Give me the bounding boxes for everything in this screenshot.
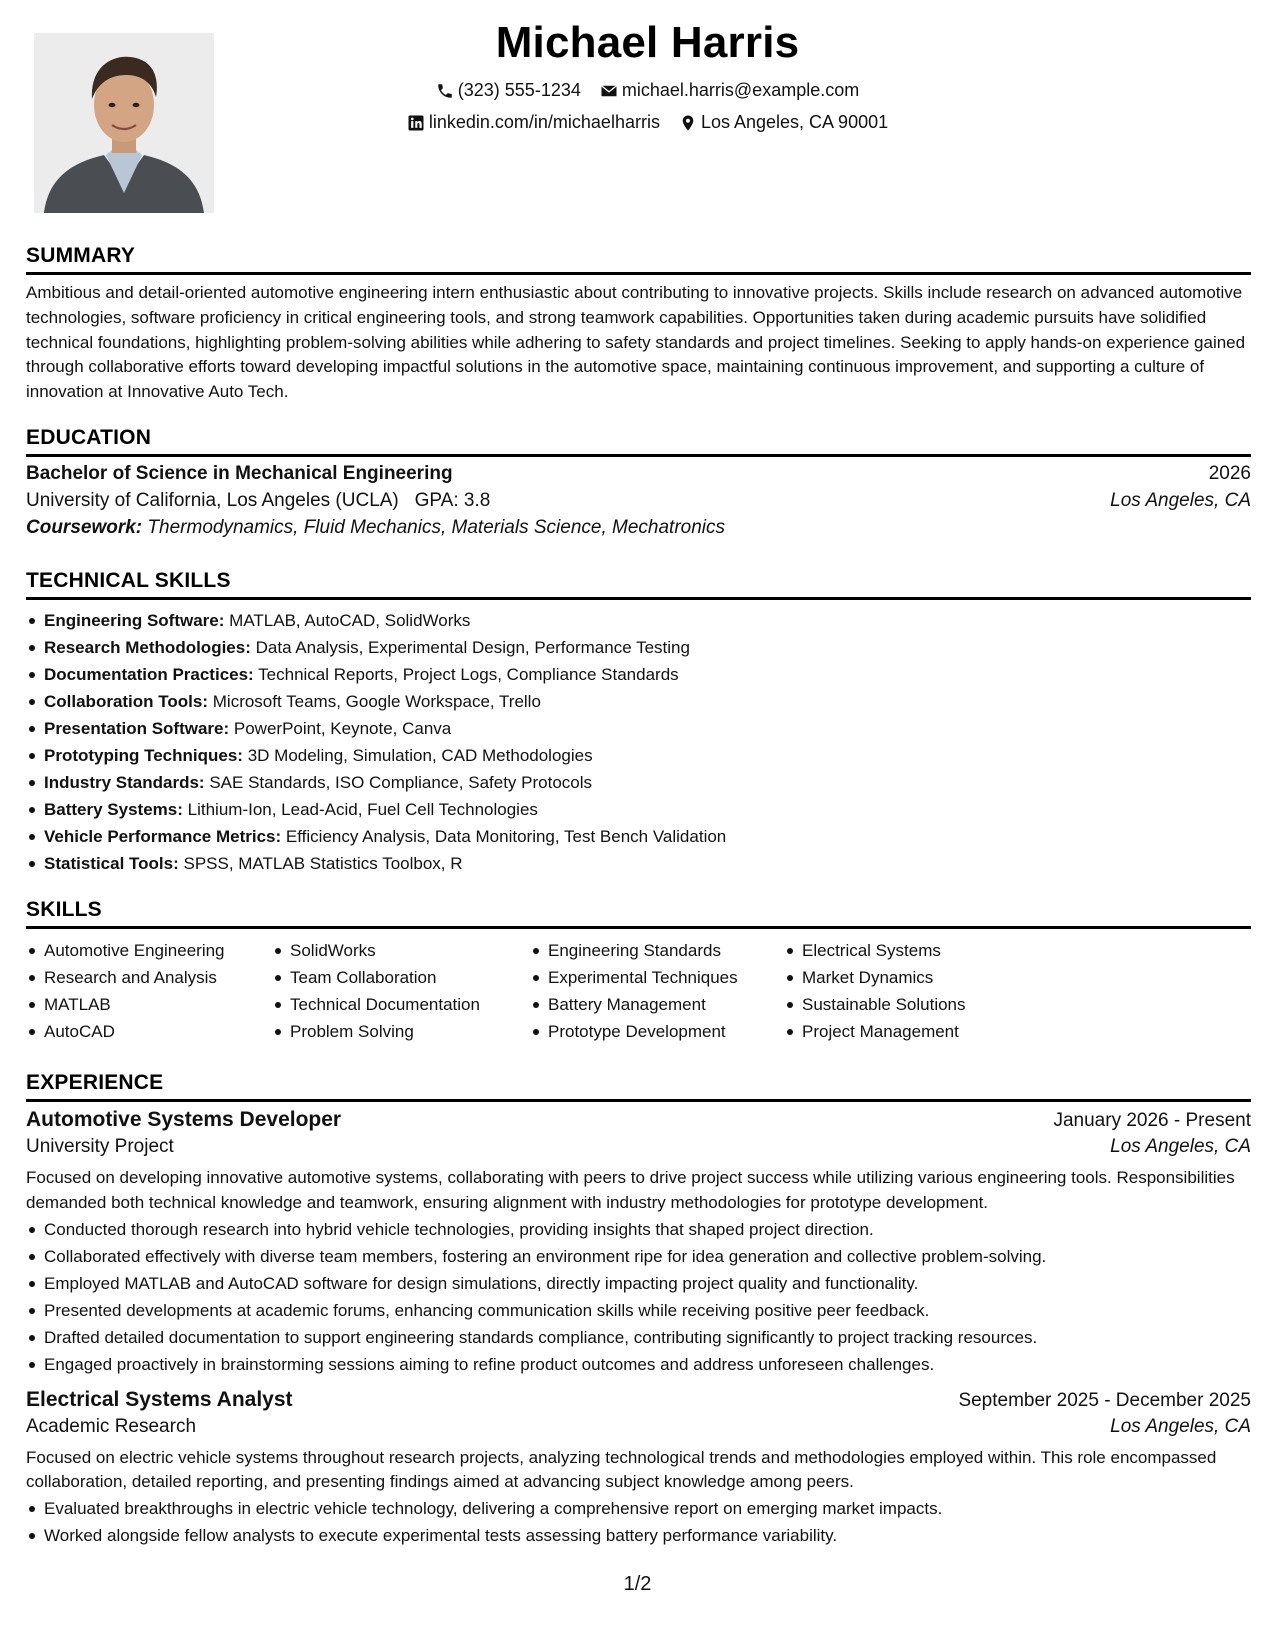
phone-icon	[436, 82, 454, 100]
contact-line-1	[0, 80, 1275, 105]
school-row	[26, 490, 1251, 512]
list-item: Collaboration Tools: Microsoft Teams, Google Workspace, Trello	[44, 688, 1251, 715]
list-item: Employed MATLAB and AutoCAD software for design simulations, directly impacting project quality and functionality.	[44, 1270, 1251, 1297]
degree-row	[26, 463, 1251, 485]
phone	[436, 80, 581, 101]
skills-column	[272, 937, 530, 1045]
skills-column	[26, 937, 272, 1045]
list-item: Vehicle Performance Metrics: Efficiency Analysis, Data Monitoring, Test Bench Validation	[44, 823, 1251, 850]
list-item: Documentation Practices: Technical Reports, Project Logs, Compliance Standards	[44, 661, 1251, 688]
job-location: Los Angeles, CA	[1110, 1136, 1251, 1157]
list-item: Evaluated breakthroughs in electric vehicle technology, delivering a comprehensive report on emerging market impacts.	[44, 1495, 1251, 1522]
section-title: EXPERIENCE	[26, 1071, 1251, 1102]
location-text: Los Angeles, CA 90001	[700, 112, 889, 132]
list-item: Engineering Standards	[548, 937, 784, 964]
list-item: Team Collaboration	[290, 964, 530, 991]
list-item: Statistical Tools: SPSS, MATLAB Statistics Toolbox, R	[44, 850, 1251, 877]
list-item: Problem Solving	[290, 1018, 530, 1045]
job-header	[26, 1388, 1251, 1412]
location	[679, 112, 888, 133]
skills-column	[530, 937, 784, 1045]
list-item: MATLAB	[44, 991, 272, 1018]
school-location: Los Angeles, CA	[1110, 490, 1251, 511]
linkedin[interactable]	[407, 112, 660, 133]
gpa: GPA: 3.8	[414, 490, 491, 511]
list-item: Technical Documentation	[290, 991, 530, 1018]
list-item: Project Management	[802, 1018, 1044, 1045]
list-item: Experimental Techniques	[548, 964, 784, 991]
list-item: Research and Analysis	[44, 964, 272, 991]
envelope-icon	[600, 82, 618, 100]
list-item: Engineering Software: MATLAB, AutoCAD, SolidWorks	[44, 607, 1251, 634]
graduation-year: 2026	[1208, 463, 1251, 484]
list-item: Worked alongside fellow analysts to execute experimental tests assessing battery performance variability.	[44, 1522, 1251, 1549]
list-item: Presented developments at academic forums, enhancing communication skills while receiving positive peer feedback.	[44, 1297, 1251, 1324]
phone-number: (323) 555-1234	[457, 80, 581, 100]
list-item: Industry Standards: SAE Standards, ISO Compliance, Safety Protocols	[44, 769, 1251, 796]
summary-text: Ambitious and detail-oriented automotive engineering intern enthusiastic about contributing to innovative projects. Skills include research on advanced automotive technologies, software proficiency in critical engineering tools, and strong teamwork capabilities. Opportunities taken during academic pursuits have solidified technical foundations, highlighting problem-solving abilities while adhering to safety standards and project timelines. Seeking to apply hands-on experience gained through collaborative efforts toward developing impactful solutions in the automotive space, maintaining continuous improvement, and supporting a culture of innovation at Innovative Auto Tech.	[26, 283, 1246, 402]
job-bullets	[26, 1495, 1251, 1549]
job-title: Electrical Systems Analyst	[26, 1387, 293, 1411]
list-item: Market Dynamics	[802, 964, 1044, 991]
job-org: University Project	[26, 1136, 174, 1157]
skills-section	[26, 898, 1251, 1045]
job-header	[26, 1108, 1251, 1132]
list-item: Research Methodologies: Data Analysis, Experimental Design, Performance Testing	[44, 634, 1251, 661]
skills-column	[784, 937, 1044, 1045]
list-item: AutoCAD	[44, 1018, 272, 1045]
job-entry	[26, 1108, 1251, 1378]
section-title: SKILLS	[26, 898, 1251, 929]
job-subheader	[26, 1136, 1251, 1158]
job-dates: September 2025 - December 2025	[958, 1389, 1251, 1411]
experience-section	[26, 1071, 1251, 1549]
email-address[interactable]: michael.harris@example.com	[621, 80, 860, 100]
coursework	[26, 517, 1251, 539]
linkedin-url[interactable]: linkedin.com/in/michaelharris	[428, 112, 660, 132]
job-summary: Focused on developing innovative automotive systems, collaborating with peers to drive project success while utilizing various engineering tools. Responsibilities demanded both technical knowledge and teamwork, ensuring alignment with industry methodologies for prototype development.	[26, 1168, 1235, 1212]
email[interactable]	[600, 80, 859, 101]
list-item: Conducted thorough research into hybrid vehicle technologies, providing insights that shaped project direction.	[44, 1216, 1251, 1243]
degree: Bachelor of Science in Mechanical Engineering	[26, 463, 453, 484]
linkedin-icon	[407, 114, 425, 132]
list-item: Battery Management	[548, 991, 784, 1018]
coursework-list: Thermodynamics, Fluid Mechanics, Materials Science, Mechatronics	[147, 517, 726, 538]
list-item: Engaged proactively in brainstorming sessions aiming to refine product outcomes and address unforeseen challenges.	[44, 1351, 1251, 1378]
candidate-name: Michael Harris	[495, 18, 800, 67]
list-item: Presentation Software: PowerPoint, Keynote, Canva	[44, 715, 1251, 742]
list-item: SolidWorks	[290, 937, 530, 964]
skills-grid	[26, 937, 1251, 1045]
list-item: Prototyping Techniques: 3D Modeling, Simulation, CAD Methodologies	[44, 742, 1251, 769]
list-item: Electrical Systems	[802, 937, 1044, 964]
coursework-label: Coursework:	[26, 517, 143, 538]
education-section	[26, 426, 1251, 539]
technical-skills-section	[26, 569, 1251, 877]
job-summary: Focused on electric vehicle systems throughout research projects, analyzing technological trends and methodologies employed within. This role encompassed collaboration, detailed reporting, and presenting findings aimed at advancing subject knowledge among peers.	[26, 1447, 1217, 1492]
school	[26, 490, 490, 512]
job-subheader	[26, 1416, 1251, 1438]
list-item: Drafted detailed documentation to support engineering standards compliance, contributing significantly to project tracking resources.	[44, 1324, 1251, 1351]
job-title: Automotive Systems Developer	[26, 1108, 342, 1131]
technical-skills-list	[26, 607, 1251, 877]
school-name: University of California, Los Angeles (UCLA)	[26, 490, 399, 511]
section-title: EDUCATION	[26, 426, 1251, 457]
map-pin-icon	[679, 114, 697, 132]
list-item: Collaborated effectively with diverse team members, fostering an environment ripe for idea generation and collective problem-solving.	[44, 1243, 1251, 1270]
list-item: Sustainable Solutions	[802, 991, 1044, 1018]
section-title: SUMMARY	[26, 244, 1251, 275]
contact-line-2	[0, 112, 1275, 137]
job-org: Academic Research	[26, 1415, 197, 1437]
job-dates: January 2026 - Present	[1053, 1110, 1251, 1131]
list-item: Battery Systems: Lithium-Ion, Lead-Acid, Fuel Cell Technologies	[44, 796, 1251, 823]
job-bullets	[26, 1216, 1251, 1378]
list-item: Prototype Development	[548, 1018, 784, 1045]
page-number: 1/2	[623, 1573, 652, 1595]
summary-section	[26, 244, 1251, 405]
section-title: TECHNICAL SKILLS	[26, 569, 1251, 600]
job-entry	[26, 1388, 1251, 1550]
list-item: Automotive Engineering	[44, 937, 272, 964]
job-location: Los Angeles, CA	[1110, 1415, 1251, 1437]
